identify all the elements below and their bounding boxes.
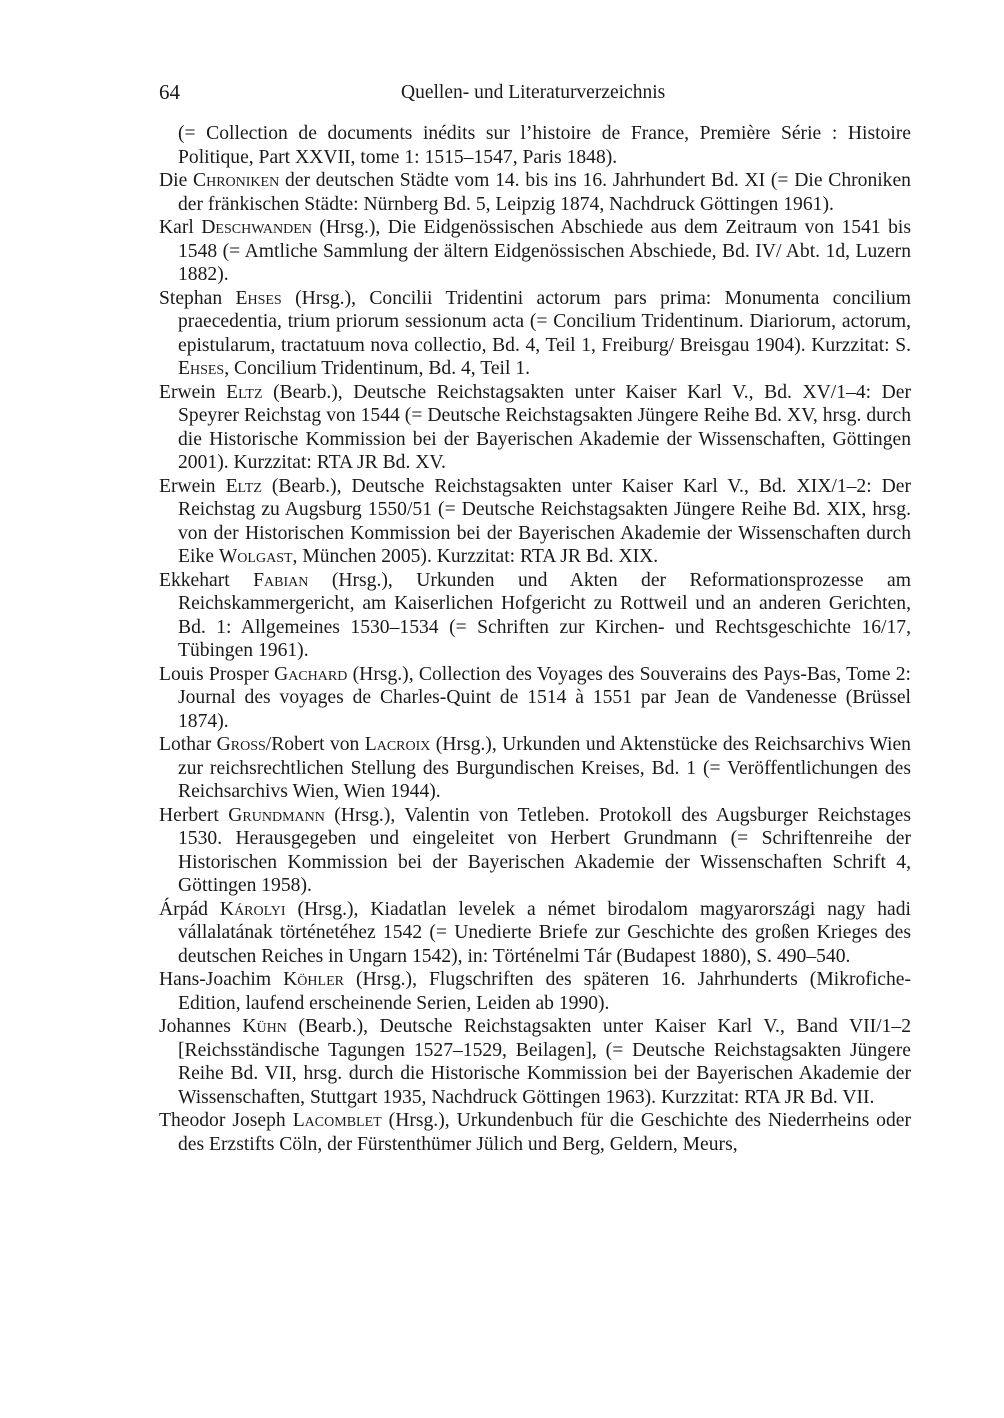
entry-text: (Bearb.), Deutsche Reichstagsakten unter Kaiser Karl V., Band VII/1–2 [Reichsständische Tagungen 1527–1529, Beilagen], (= Deutsche Reichstagsakten Jüngere Reihe Bd. VII, hrsg. durch die Historische Kommission bei der Bayerischen Akademie der Wissenschaften, Stuttgart 1935, Nachdruck Göttingen 1963). Kurzzitat: RTA JR Bd. VII. <box>178 1016 911 1108</box>
entry-surname: Köhler <box>283 969 344 990</box>
entry-text: (Hrsg.), Flugschriften des späteren 16. Jahrhunderts (Mikrofiche-Edition, laufend erscheinende Serien, Leiden ab 1990). <box>178 969 911 1014</box>
bibliography-entry <box>159 898 911 969</box>
entry-text: (Bearb.), Deutsche Reichstagsakten unter Kaiser Karl V., Bd. XIX/1–2: Der Reichstag zu Augsburg 1550/51 (= Deutsche Reichstagsakten Jüngere Reihe Bd. XIX, hrsg. von der Historischen Kommission bei der Bayerischen Akademie der Wissenschaften durch Eike <box>178 475 911 567</box>
entry-author: Lothar <box>159 734 217 755</box>
entry-surname: Grundmann <box>228 804 325 826</box>
entry-author: Stephan <box>159 287 236 309</box>
bibliography-entry <box>159 569 911 663</box>
entry-surname: Károlyi <box>219 898 286 920</box>
entry-author: Erwein <box>159 381 227 403</box>
entry-author: Die <box>159 170 194 191</box>
entry-surname: Lacomblet <box>292 1110 382 1131</box>
bibliography-entry <box>159 475 911 569</box>
entry-surname: Kühn <box>242 1016 287 1037</box>
entry-surname: Eltz <box>225 475 262 497</box>
entry-author: Herbert <box>159 804 229 826</box>
entry-text: /Robert von <box>265 734 365 755</box>
entry-author: Ekkehart <box>159 569 254 591</box>
entry-author: Theodor Joseph <box>159 1110 293 1131</box>
entry-text: (Hrsg.), Urkunden und Akten der Reformationsprozesse am Reichskammergericht, am Kaiserlichen Hofgericht zu Rottweil und an anderen Gerichten, Bd. 1: Allgemeines 1530–1534 (= Schriften zur Kirchen- und Rechtsgeschichte 16/17, Tübingen 1961). <box>178 569 911 661</box>
entry-text: (Hrsg.), Kiadatlan levelek a német birodalom magyarországi nagy hadi vállalatának történetéhez 1542 (= Unedierte Briefe zur Geschichte des großen Krieges des deutschen Reiches in Ungarn 1542), in: Történelmi Tár (Budapest 1880), S. 490–540. <box>178 898 911 967</box>
entry-author: Johannes <box>159 1016 243 1037</box>
bibliography-entry <box>159 169 911 216</box>
entry-text: (Hrsg.), Urkundenbuch für die Geschichte des Niederrheins oder des Erzstifts Cöln, der Fürstenthümer Jülich und Berg, Geldern, Meurs, <box>178 1110 912 1155</box>
bibliography-entry <box>159 1109 911 1156</box>
entry-surname-second: Lacroix <box>364 734 431 755</box>
entry-author: Hans-Joachim <box>159 969 284 990</box>
entry-surname: Deschwanden <box>201 217 312 238</box>
entry-text: (= Collection de documents inédits sur l’histoire de France, Première Série : Histoire Politique, Part XXVII, tome 1: 1515–1547, Paris 1848). <box>178 123 911 168</box>
entry-surname-second: Ehses <box>178 358 225 379</box>
entry-author: Erwein <box>159 475 226 497</box>
entry-text: (Hrsg.), Collection des Voyages des Souverains des Pays-Bas, Tome 2: Journal des voyages de Charles-Quint de 1514 à 1551 par Jean de Vandenesse (Brüssel 1874). <box>178 663 911 732</box>
bibliography-list <box>159 122 911 1156</box>
entry-text: (Hrsg.), Concilii Tridentini actorum pars prima: Monumenta concilium praecedentia, trium priorum sessionum acta (= Concilium Tridentinum. Diariorum, actorum, epistularum, tractatuum nova collectio, Bd. 4, Teil 1, Freiburg/ Breisgau 1904). Kurzzitat: S. <box>178 287 912 356</box>
bibliography-entry <box>159 287 911 381</box>
bibliography-entry <box>159 1015 911 1109</box>
entry-text: (Bearb.), Deutsche Reichstagsakten unter Kaiser Karl V., Bd. XV/1–4: Der Speyrer Reichstag von 1544 (= Deutsche Reichstagsakten Jüngere Reihe Bd. XV, hrsg. durch die Historische Kommission bei der Bayerischen Akademie der Wissenschaften, Göttingen 2001). Kurzzitat: RTA JR Bd. XV. <box>178 381 911 473</box>
entry-surname: Groß <box>216 734 266 755</box>
bibliography-entry <box>159 381 911 475</box>
entry-text: der deutschen Städte vom 14. bis ins 16. Jahrhundert Bd. XI (= Die Chroniken der fränkischen Städte: Nürnberg Bd. 5, Leipzig 1874, Nachdruck Göttingen 1961). <box>178 170 911 215</box>
running-title: Quellen- und Literaturverzeichnis <box>401 82 666 103</box>
entry-author: Louis Prosper <box>159 663 275 685</box>
entry-text-second: (Hrsg.), Urkunden und Aktenstücke des Reichsarchivs Wien zur reichsrechtlichen Stellung des Burgundischen Kreises, Bd. 1 (= Veröffentlichungen des Reichsarchivs Wien, Wien 1944). <box>178 734 911 802</box>
bibliography-entry <box>159 804 911 898</box>
entry-surname: Ehses <box>235 287 282 309</box>
entry-text-second: , Concilium Tridentinum, Bd. 4, Teil 1. <box>224 358 531 379</box>
entry-author: Árpád <box>159 898 220 920</box>
entry-text: (Hrsg.), Valentin von Tetleben. Protokoll des Augsburger Reichstages 1530. Herausgegeben und eingeleitet von Herbert Grundmann (= Schriftenreihe der Historischen Kommission bei der Bayerischen Akademie der Wissenschaften Schrift 4, Göttingen 1958). <box>178 804 911 896</box>
bibliography-entry <box>159 122 911 169</box>
entry-surname-second: Wolgast <box>218 546 293 567</box>
entry-surname: Chroniken <box>193 170 280 191</box>
entry-text: (Hrsg.), Die Eidgenössischen Abschiede aus dem Zeitraum von 1541 bis 1548 (= Amtliche Sammlung der ältern Eidgenössischen Abschiede, Bd. IV/ Abt. 1d, Luzern 1882). <box>178 217 911 285</box>
page-header <box>159 80 911 106</box>
bibliography-entry <box>159 663 911 734</box>
bibliography-entry <box>159 968 911 1015</box>
bibliography-entry <box>159 733 911 804</box>
entry-surname: Eltz <box>226 381 263 403</box>
entry-author: Karl <box>159 217 202 238</box>
entry-text-second: , München 2005). Kurzzitat: RTA JR Bd. XIX. <box>292 546 659 567</box>
entry-surname: Gachard <box>274 663 348 685</box>
page-number: 64 <box>159 80 180 104</box>
entry-surname: Fabian <box>253 569 309 591</box>
bibliography-entry <box>159 216 911 287</box>
